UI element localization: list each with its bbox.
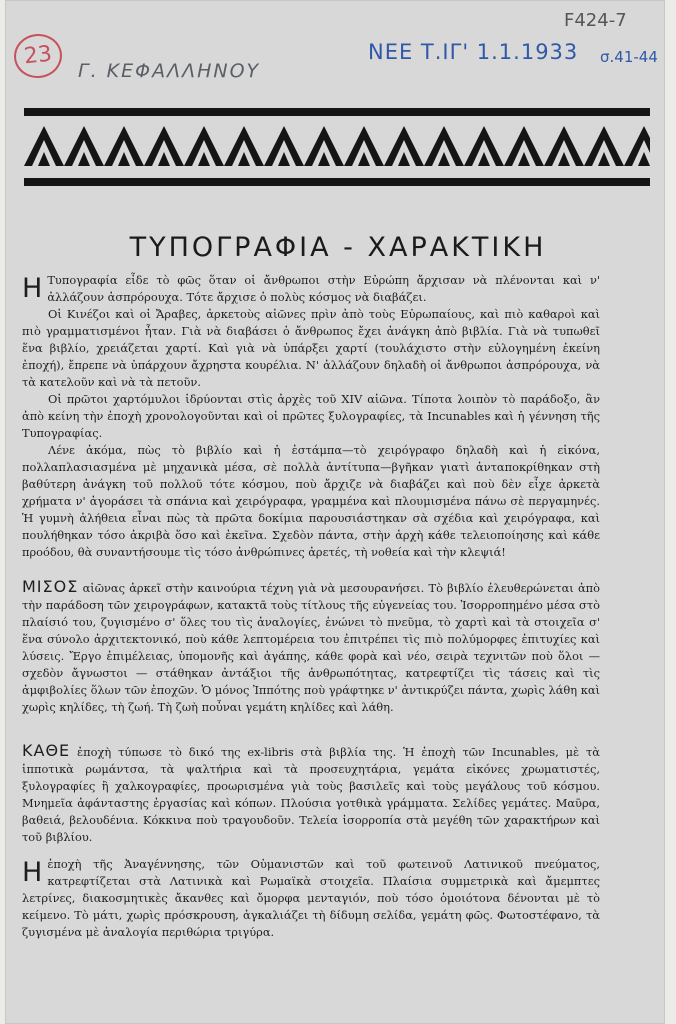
zigzag-triangle <box>318 152 330 166</box>
zigzag-triangle <box>478 152 490 166</box>
handwritten-source: ΝΕΕ Τ.ΙΓ' 1.1.1933 <box>368 40 579 64</box>
decorative-zigzag-border <box>24 108 650 188</box>
zigzag-triangle <box>398 152 410 166</box>
paragraph <box>22 742 600 846</box>
zigzag-triangle <box>118 152 130 166</box>
paragraph-text: ἐποχὴ τῆς Ἀναγέννησης, τῶν Οὑμανιστῶν καὶ τοῦ φωτεινοῦ Λατινικοῦ πνεύματος, κατρεφτίζεται στὰ Λατινικὰ καὶ Ρωμαϊκὰ στοιχεῖα. Πλαίσια συμμετρικὰ καὶ ἄμεμπτες λετρίνες, διακοσμητικὲς ἄκανθες καὶ ὄμορφα μενταγιόν, ποὺ τόσο ὁμοιότονα δένονται μὲ τὸ κείμενο. Τὸ μάτι, χωρὶς πρόσκρουση, ἀγκαλιάζει τὴ δίδυμη σελίδα, γεμάτη φῶς. Φωτοστέφανο, τὰ ζυγισμένα μὲ ἀναλογία περιθώρια τριγύρα. <box>22 857 600 939</box>
drop-cap: Η <box>22 857 43 888</box>
paragraph: Οἱ πρῶτοι χαρτόμυλοι ἱδρύονται στὶς ἀρχὲς τοῦ XIV αἰῶνα. Τίποτα λοιπὸν τὸ παράδοξο, ἂν ἀπὸ κείνη τὴν ἐποχὴ χρονολογοῦνται καὶ οἱ πρῶτες ξυλογραφίες, τὰ Incunables καὶ ἡ γέννηση τῆς Τυπογραφίας. <box>22 392 600 440</box>
zigzag-triangle <box>278 152 290 166</box>
section-1 <box>22 272 600 561</box>
zigzag-triangle <box>238 152 250 166</box>
archive-code: F424-7 <box>564 10 627 31</box>
zigzag-triangle <box>78 152 90 166</box>
paragraph-text: ἐποχὴ τύπωσε τὸ δικό της ex-libris στὰ βιβλία της. Ἡ ἐποχὴ τῶν Incunables, μὲ τὰ ἱπποτικὰ ρωμάντσα, τὰ ψαλτήρια καὶ τὰ προσευχητάρια, γεμάτα εἰκόνες χρωματιστές, ξυλογραφίες ἢ χαλκογραφίες, προωρισμένα γιὰ τοὺς βασιλεῖς καὶ τοὺς μεγάλους τοῦ κόσμου. Μνημεῖα ἀφάνταστης ἐργασίας καὶ κόπων. Πλούσια γοτθικὰ γράμματα. Σελίδες γεμάτες. Μαῦρα, βαθειά, βελουδένια. Κόκκινα ποὺ τραγουδοῦν. Τελεία ἰσορροπία στὰ μεγέθη τῶν χαρακτήρων καὶ τοῦ βιβλίου. <box>22 745 601 844</box>
zigzag-triangle <box>438 152 450 166</box>
drop-cap: Η <box>22 273 43 304</box>
paragraph <box>22 578 600 716</box>
zigzag-triangle <box>158 152 170 166</box>
drop-word: ΜΙΣΟΣ <box>22 577 79 596</box>
circled-page-number: 23 <box>12 32 64 81</box>
zigzag-triangle <box>638 152 650 166</box>
paragraph <box>22 272 600 306</box>
section-2 <box>22 578 600 716</box>
section-3 <box>22 742 600 846</box>
paragraph: Οἱ Κινέζοι καὶ οἱ Ἄραβες, ἀρκετοὺς αἰῶνες πρὶν ἀπὸ τοὺς Εὐρωπαίους, καὶ πιὸ καθαροὶ καὶ πιὸ γραμματισμένοι ἦταν. Γιὰ νὰ διαβάσει ὁ ἄνθρωπος ἔχει ἀνάγκη ἀπὸ βιβλία. Γιὰ νὰ τυπωθεῖ ἕνα βιβλίο, χρειάζεται χαρτί. Καὶ γιὰ νὰ ὑπάρξει χαρτί (τουλάχιστο στὴν εὐλογημένη ἐκείνη ἐποχή), ἔπρεπε νὰ ὑπάρχουν ἄχρηστα κουρέλια. Ν' ἀλλάζουν δηλαδὴ οἱ ἄνθρωποι ἀσπρόρουχα, νὰ τὰ κατελοῦν καὶ νὰ τὰ πετοῦν. <box>22 307 600 389</box>
paragraph-text: αἰῶνας ἀρκεῖ στὴν καινούρια τέχνη γιὰ νὰ μεσουρανήσει. Τὸ βιβλίο ἐλευθερώνεται ἀπὸ τὴν παράδοση τῶν χειρογράφων, κατακτᾶ τοὺς τίτλους τῆς εὐγενείας του. Ἰσορροπημένο μέσα στὸ πλαίσιό του, ζυγισμένο σ' ὅλες του τὶς ἀναλογίες, ἑνώνει τὸ πνεῦμα, τὸ χαρτὶ καὶ τὰ στοιχεῖα σ' ἕνα σύνολο ἀρχιτεκτονικό, ποὺ κάθε λεπτομέρεια του ἐπιτρέπει τὶς πιὸ πολύμορφες ἐπιτυχίες καὶ λύσεις. Ἔργο ἐπιμέλειας, ὑπομονῆς καὶ ἀγάπης, κάθε φορὰ καὶ νέο, σειρὰ τεχνιτῶν ποὺ ὅλοι — σχεδὸν ἄγνωστοι — στάθηκαν ἀντάξιοι τῆς ἀνθρωπότητας, κατρεφτίζει τὶς τάσεις καὶ τὶς ἀμφιβολίες ὅλων τῶν ἐποχῶν. Ὁ μόνος Ἰππότης ποὺ γράφτηκε ν' ἀντικρύζει πάντα, χωρὶς λάθη καὶ χωρὶς κηλίδες, τὴ ζωή. Τὴ ζωὴ ποὖναι γεμάτη κηλίδες καὶ λάθη. <box>22 581 600 714</box>
page-title: ΤΥΠΟΓΡΑΦΙΑ - ΧΑΡΑΚΤΙΚΗ <box>129 232 547 263</box>
zigzag-triangle <box>198 152 210 166</box>
handwritten-pages: σ.41-44 <box>600 48 658 66</box>
section-4 <box>22 856 600 941</box>
paragraph-text: Τυπογραφία εἶδε τὸ φῶς ὅταν οἱ ἄνθρωποι στὴν Εὐρώπη ἄρχισαν νὰ πλένονται καὶ ν' ἀλλάζουν ἀσπρόρουχα. Τότε ἄρχισε ὁ πολὺς κόσμος νὰ διαβάζει. <box>47 273 600 304</box>
paragraph: Λένε ἀκόμα, πὼς τὸ βιβλίο καὶ ἡ ἐστάμπα—τὸ χειρόγραφο δηλαδὴ καὶ ἡ εἰκόνα, πολλαπλασιασμένα μὲ μηχανικὰ μέσα, σὲ πολλὰ ἀντίτυπα—βγῆκαν γιατὶ ἀνταποκρίθηκαν στὴ βαθύτερη ἀνάγκη τοῦ πολλοῦ τότε κόσμου, ποὺ ἄρχιζε νὰ διαβάζει καὶ ποὺ δὲν εἶχε ἀρκετὰ χρήματα ν' ἀγοράσει τὰ σπάνια καὶ χειρόγραφα, γραμμένα καὶ πλουμισμένα πάνω σὲ περγαμηνές. Ἡ γυμνὴ ἀλήθεια εἶναι πὼς τὰ πρῶτα δοκίμια παρουσιάστηκαν σὰ σχέδια καὶ χειρόγραφα, καὶ πουλήθηκαν τόσο ἀκριβὰ ὅσο καὶ ἐκεῖνα. Σχεδὸν πάντα, στὴν ἀρχὴ κάθε τελειοποίησης καὶ κάθε προόδου, θὰ συναντήσουμε τὶς τόσο ἀνθρώπινες ἀρετές, τὴ νοθεία καὶ τὴν κλεψιά! <box>22 443 600 559</box>
paragraph <box>22 856 600 941</box>
zigzag-triangle <box>38 152 50 166</box>
zigzag-triangle <box>358 152 370 166</box>
drop-word: ΚΑΘΕ <box>22 741 71 760</box>
zigzag-triangle <box>518 152 530 166</box>
zigzag-triangle <box>558 152 570 166</box>
handwritten-author: Γ. ΚΕΦΑΛΛΗΝΟΥ <box>78 60 261 82</box>
zigzag-triangle <box>598 152 610 166</box>
